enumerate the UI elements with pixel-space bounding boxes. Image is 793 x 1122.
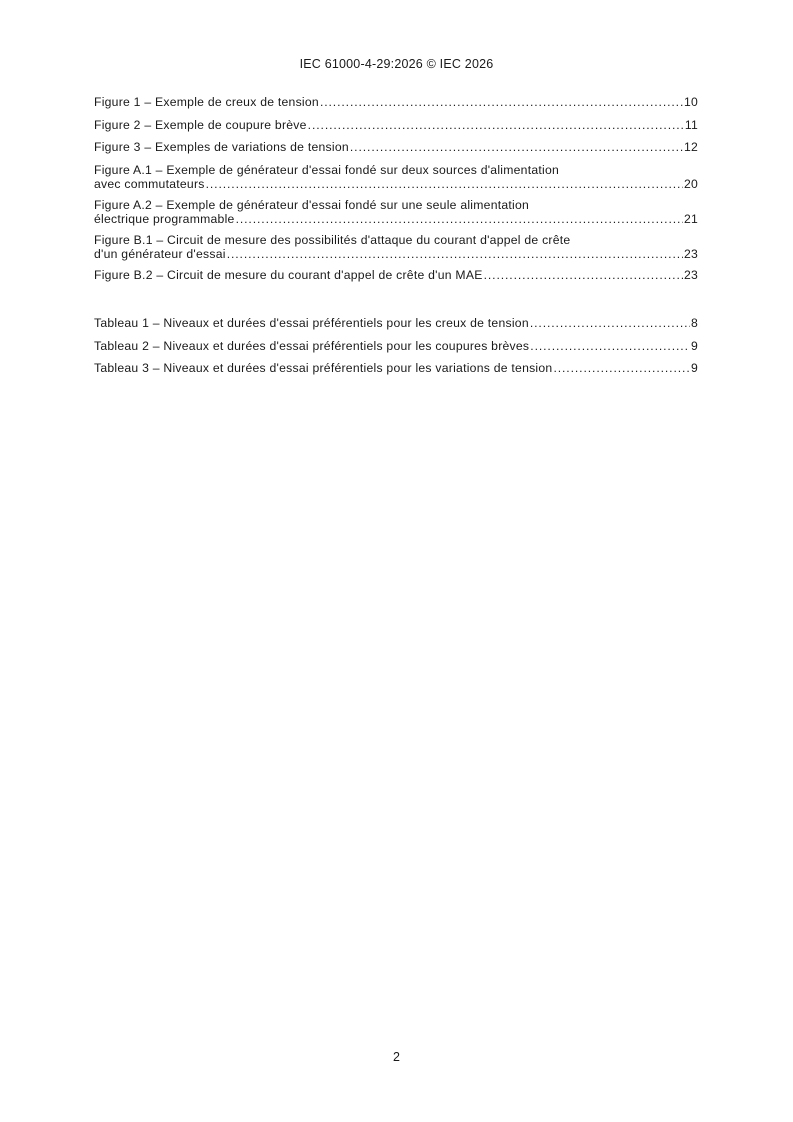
toc-entry-figure-1[interactable] [94,95,698,109]
toc-entry-page: 9 [690,338,698,353]
list-of-tables [94,316,698,375]
toc-entry-figure-b1[interactable] [94,233,698,261]
toc-entry-page: 21 [683,211,698,226]
toc-entry-title: Figure B.2 – Circuit de mesure du courant d'appel de crête d'un MAE [94,267,483,282]
toc-entry-page: 23 [683,246,698,261]
toc-entry-title: Figure 3 – Exemples de variations de tension [94,140,349,154]
toc-entry-figure-2[interactable] [94,118,698,132]
toc-entry-page: 12 [683,140,698,154]
toc-entry-page: 23 [683,267,698,282]
dot-leader [530,339,690,353]
toc-entry-figure-a2[interactable] [94,198,698,226]
toc-entry-title: Figure 2 – Exemple de coupure brève [94,117,307,132]
dot-leader [320,95,683,109]
toc-entry-title-line-1: Figure A.2 – Exemple de générateur d'essai fondé sur une seule alimentation [94,197,530,212]
toc-entry-table-1[interactable] [94,316,698,330]
page-number: 2 [393,1050,400,1064]
dot-leader [206,177,683,191]
dot-leader [308,118,684,132]
toc-entry-title-line-1: Figure B.1 – Circuit de mesure des possibilités d'attaque du courant d'appel de crête [94,232,571,247]
toc-entry-page: 8 [690,316,698,330]
toc-entry-figure-a1[interactable] [94,163,698,191]
toc-entry-figure-b2[interactable] [94,268,698,282]
toc-entry-page: 10 [683,95,698,109]
toc-entry-table-3[interactable] [94,361,698,375]
list-of-figures [94,95,698,282]
toc-entry-title: Figure 1 – Exemple de creux de tension [94,95,319,109]
toc-entry-title-line-2: avec commutateurs [94,176,205,191]
dot-leader [530,316,690,330]
dot-leader [350,140,683,154]
toc-entry-title: Tableau 3 – Niveaux et durées d'essai préférentiels pour les variations de tension [94,361,553,375]
toc-entry-title-line-2: d'un générateur d'essai [94,246,226,261]
dot-leader [236,212,683,226]
toc-entry-title: Tableau 2 – Niveaux et durées d'essai préférentiels pour les coupures brèves [94,338,530,353]
toc-entry-title: Tableau 1 – Niveaux et durées d'essai préférentiels pour les creux de tension [94,316,529,330]
dot-leader [553,361,690,375]
toc-entry-title-line-2: électrique programmable [94,211,235,226]
toc-entry-title-line-1: Figure A.1 – Exemple de générateur d'essai fondé sur deux sources d'alimentation [94,162,560,177]
dot-leader [484,268,683,282]
toc-entry-page: 11 [684,117,698,132]
toc-entry-figure-3[interactable] [94,140,698,154]
toc-entry-page: 20 [683,176,698,191]
dot-leader [227,247,683,261]
page-header: IEC 61000-4-29:2026 © IEC 2026 [299,57,494,71]
toc-entry-page: 9 [690,361,698,375]
toc-entry-table-2[interactable] [94,339,698,353]
